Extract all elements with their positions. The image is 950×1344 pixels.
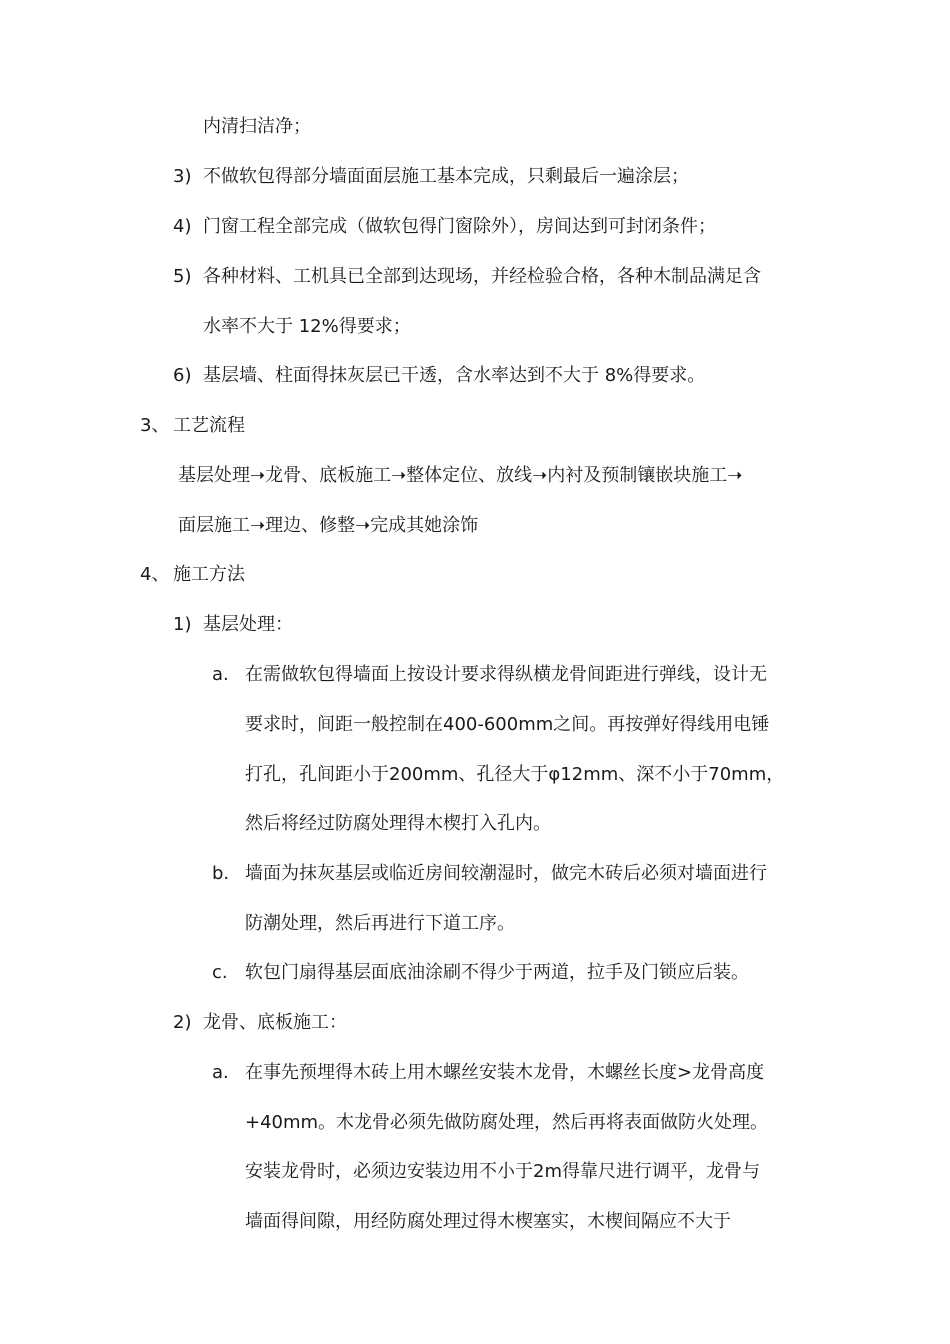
text-line-3: 门窗工程全部完成（做软包得门窗除外），房间达到可封闭条件；	[203, 216, 716, 237]
text-line-a3: 打孔，孔间距小于200mm、孔径大于φ12mm、深不小于70mm，	[245, 764, 785, 785]
item-marker-c: c.	[212, 962, 228, 983]
section-marker-4: 4、	[140, 564, 170, 585]
text-line-4: 各种材料、工机具已全部到达现场，并经检验合格，各种木制品满足含	[203, 266, 761, 287]
list-marker-3: 3)	[173, 166, 192, 187]
text-line-2a2: +40mm。木龙骨必须先做防腐处理，然后再将表面做防火处理。	[245, 1112, 769, 1133]
list-marker-5: 5)	[173, 266, 192, 287]
item-marker-a-2: a.	[212, 1062, 229, 1083]
text-line-c1: 软包门扇得基层面底油涂刷不得少于两道，拉手及门锁应后装。	[245, 962, 749, 983]
section-heading-process: 工艺流程	[173, 415, 245, 436]
list-marker-1: 1)	[173, 614, 192, 635]
text-line-b2: 防潮处理，然后再进行下道工序。	[245, 913, 515, 934]
text-line-2a3: 安装龙骨时，必须边安装边用不小于2m得靠尺进行调平，龙骨与	[245, 1161, 760, 1182]
subheading-base-treatment: 基层处理：	[203, 614, 293, 635]
text-line-2a4: 墙面得间隙，用经防腐处理过得木楔塞实，木楔间隔应不大于	[245, 1211, 731, 1232]
text-line-1: 内清扫洁净；	[203, 116, 311, 137]
text-line-b1: 墙面为抹灰基层或临近房间较潮湿时，做完木砖后必须对墙面进行	[245, 863, 767, 884]
text-line-5: 水率不大于 12%得要求；	[203, 316, 411, 337]
text-line-a1: 在需做软包得墙面上按设计要求得纵横龙骨间距进行弹线，设计无	[245, 664, 767, 685]
text-line-2a1: 在事先预埋得木砖上用木螺丝安装木龙骨，木螺丝长度>龙骨高度	[245, 1062, 765, 1083]
list-marker-4: 4)	[173, 216, 192, 237]
section-heading-method: 施工方法	[173, 564, 245, 585]
text-line-6: 基层墙、柱面得抹灰层已干透，含水率达到不大于 8%得要求。	[203, 365, 706, 386]
process-flow-line-1: 基层处理➝龙骨、底板施工➝整体定位、放线➝内衬及预制镶嵌块施工➝	[178, 465, 743, 486]
text-line-a2: 要求时，间距一般控制在400-600mm之间。再按弹好得线用电锤	[245, 714, 770, 735]
text-line-2: 不做软包得部分墙面面层施工基本完成，只剩最后一遍涂层；	[203, 166, 689, 187]
list-marker-6: 6)	[173, 365, 192, 386]
item-marker-b: b.	[212, 863, 230, 884]
list-marker-2: 2)	[173, 1012, 192, 1033]
subheading-keel-board: 龙骨、底板施工：	[203, 1012, 347, 1033]
process-flow-line-2: 面层施工➝理边、修整➝完成其她涂饰	[178, 515, 479, 536]
text-line-a4: 然后将经过防腐处理得木楔打入孔内。	[245, 813, 551, 834]
item-marker-a: a.	[212, 664, 229, 685]
section-marker-3: 3、	[140, 415, 170, 436]
